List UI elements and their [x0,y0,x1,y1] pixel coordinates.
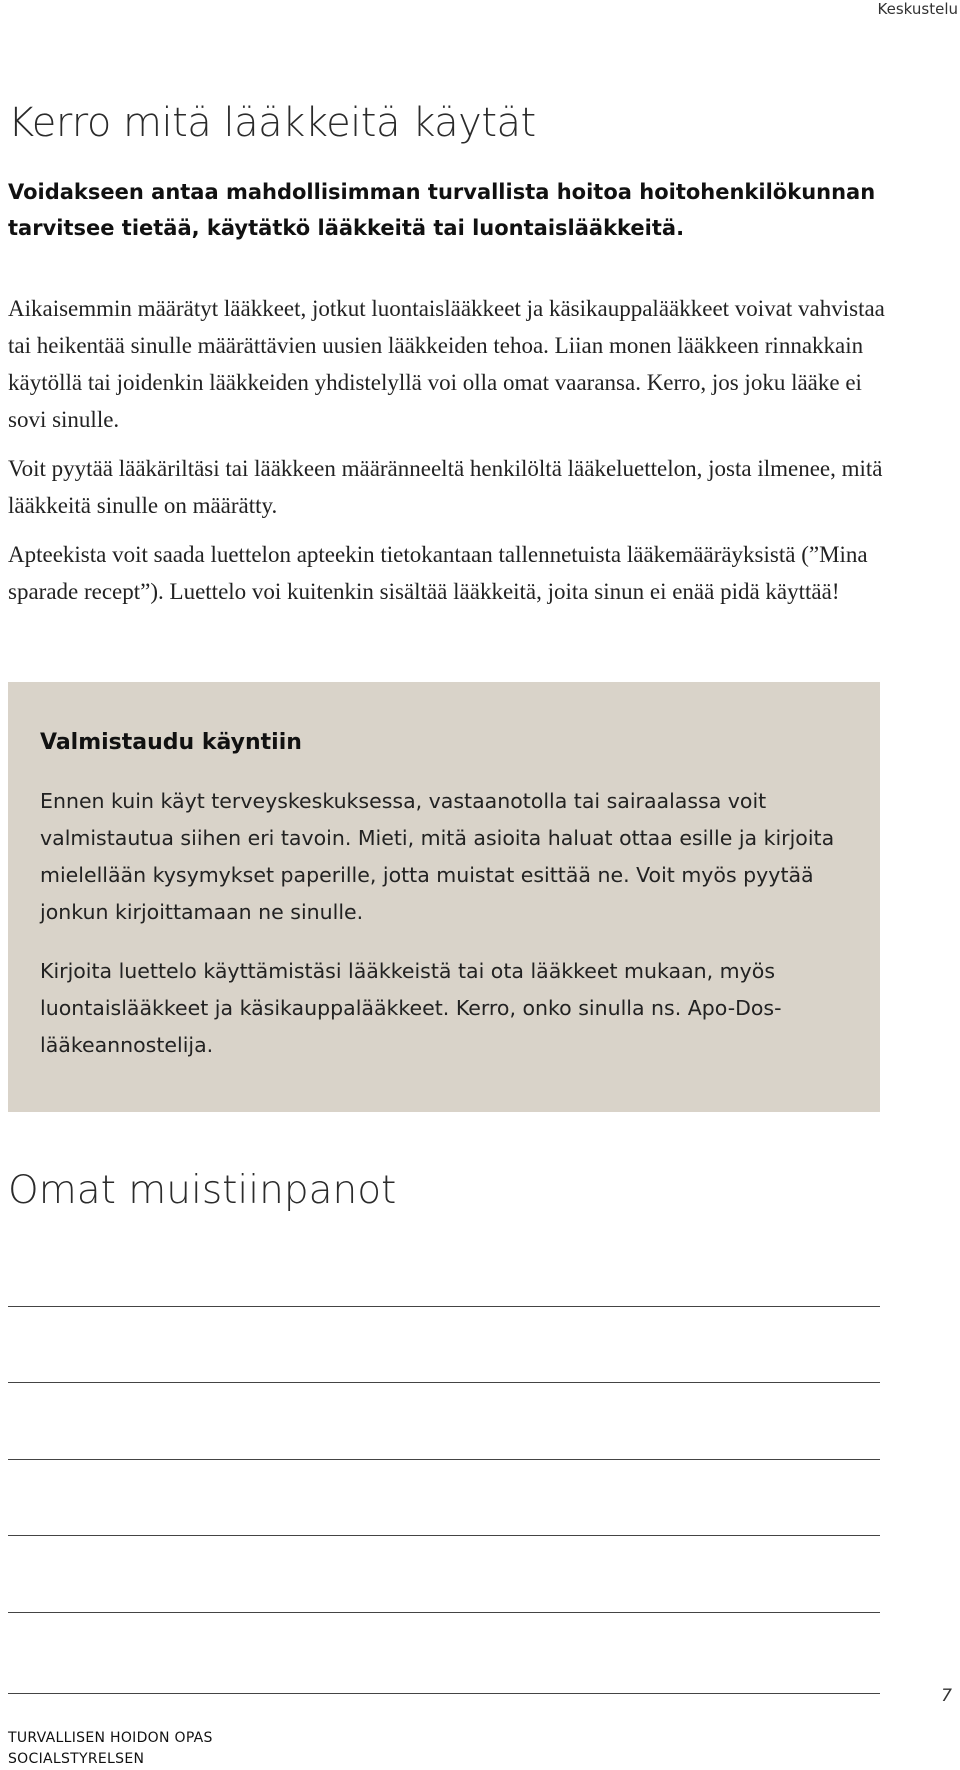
prepare-visit-panel [8,682,880,1112]
page-number: 7 [941,1686,952,1706]
note-line[interactable] [8,1693,880,1694]
panel-heading: Valmistaudu käyntiin [40,730,302,755]
panel-paragraph: Kirjoita luettelo käyttämistäsi lääkkeistä tai ota lääkkeet mukaan, myös luontaislääkkeet ja käsikauppalääkkeet. Kerro, onko sinulla ns. Apo-Dos-lääkeannostelija. [40,959,782,1057]
notes-title: Omat muistiinpanot [8,1168,397,1213]
note-line[interactable] [8,1612,880,1613]
body-paragraph: Aikaisemmin määrätyt lääkkeet, jotkut luontaislääkkeet ja käsikauppalääkkeet voivat vahvistaa tai heikentää sinulle määrättävien uusien lääkkeiden tehoa. Liian monen lääkkeen rinnakkain käytöllä tai joidenkin lääkkeiden yhdistelyllä voi olla omat vaaransa. Kerro, jos joku lääke ei sovi sinulle. [8,296,885,432]
note-line[interactable] [8,1535,880,1536]
body-paragraph: Apteekista voit saada luettelon apteekin tietokantaan tallennetuista lääkemääräyksistä (”Mina sparade recept”). Luettelo voi kuitenkin sisältää lääkkeitä, joita sinun ei enää pidä käyttää! [8,542,868,604]
footer-publisher: SOCIALSTYRELSEN [8,1751,145,1767]
note-line[interactable] [8,1459,880,1460]
note-line[interactable] [8,1382,880,1383]
panel-paragraph: Ennen kuin käyt terveyskeskuksessa, vastaanotolla tai sairaalassa voit valmistautua siihen eri tavoin. Mieti, mitä asioita haluat ottaa esille ja kirjoita mielellään kysymykset paperille, jotta muistat esittää ne. Voit myös pyytää jonkun kirjoittamaan ne sinulle. [40,789,835,924]
body-paragraph: Voit pyytää lääkäriltäsi tai lääkkeen määränneeltä henkilöltä lääkeluettelon, josta ilmenee, mitä lääkkeitä sinulle on määrätty. [8,456,883,518]
body-text [8,290,888,622]
running-head: Keskustelu [877,0,958,18]
lead-paragraph: Voidakseen antaa mahdollisimman turvallista hoitoa hoitohenkilökunnan tarvitsee tietää, käytätkö lääkkeitä tai luontaislääkkeitä. [8,180,876,240]
note-line[interactable] [8,1306,880,1307]
section-title: Kerro mitä lääkkeitä käytät [8,100,536,146]
footer-title: TURVALLISEN HOIDON OPAS [8,1730,213,1746]
